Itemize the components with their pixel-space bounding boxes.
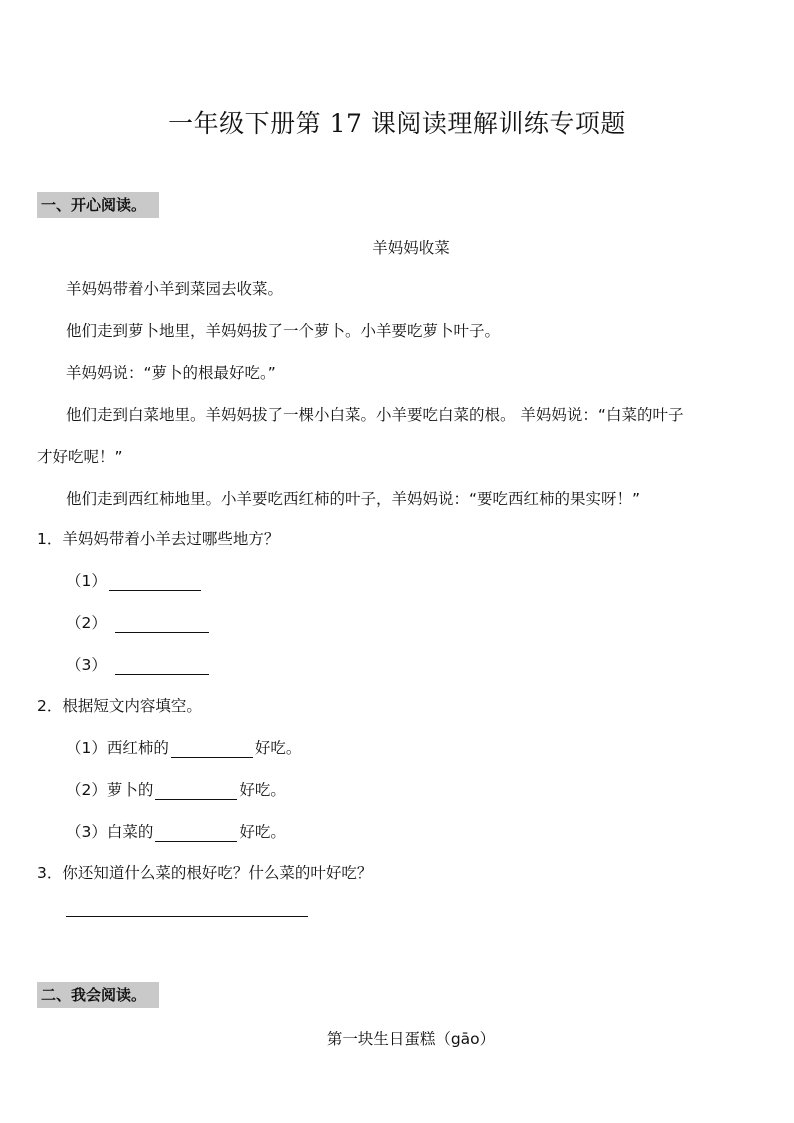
q2-item-3 — [66, 820, 286, 842]
story-1-title: 羊妈妈收菜 — [372, 239, 450, 257]
story-2-title: 第一块生日蛋糕（gāo） — [326, 1030, 496, 1048]
paragraph-4: 他们走到白菜地里。羊妈妈拔了一棵小白菜。小羊要吃白菜的根。 羊妈妈说：“白菜的叶子 — [66, 406, 684, 424]
question-1: 1．羊妈妈带着小羊去过哪些地方？ — [37, 530, 280, 548]
q1-answer-3-blank[interactable] — [115, 658, 209, 675]
q1-answer-1-label: （1） — [66, 572, 107, 590]
q2-item-2-prefix: （2）萝卜的 — [66, 781, 154, 799]
paragraph-1: 羊妈妈带着小羊到菜园去收菜。 — [66, 280, 284, 298]
q2-item-1-suffix: 好吃。 — [254, 739, 302, 757]
paragraph-5: 他们走到西红柿地里。小羊要吃西红柿的叶子，羊妈妈说：“要吃西红柿的果实呀！” — [66, 490, 641, 508]
paragraph-2: 他们走到萝卜地里，羊妈妈拔了一个萝卜。小羊要吃萝卜叶子。 — [66, 322, 501, 340]
q2-item-1-blank[interactable] — [171, 741, 253, 758]
q2-item-1-prefix: （1）西红柿的 — [66, 739, 169, 757]
q2-item-2-blank[interactable] — [155, 783, 237, 800]
q1-answer-2 — [66, 611, 211, 633]
paragraph-4-continued: 才好吃呢！” — [37, 448, 123, 466]
section-2-label: 二、我会阅读。 — [37, 982, 159, 1008]
question-2: 2．根据短文内容填空。 — [37, 697, 202, 715]
q2-item-1 — [66, 736, 301, 758]
page-title: 一年级下册第 17 课阅读理解训练专项题 — [168, 109, 626, 138]
q3-answer-blank[interactable] — [66, 916, 308, 917]
q1-answer-2-label: （2） — [66, 614, 107, 632]
paragraph-3: 羊妈妈说：“萝卜的根最好吃。” — [66, 364, 276, 382]
q2-item-3-blank[interactable] — [155, 825, 237, 842]
q2-item-2-suffix: 好吃。 — [239, 781, 286, 799]
q1-answer-3 — [66, 653, 211, 675]
q2-item-3-suffix: 好吃。 — [239, 823, 286, 841]
q2-item-3-prefix: （3）白菜的 — [66, 823, 154, 841]
q1-answer-1 — [66, 569, 203, 591]
section-1-label: 一、开心阅读。 — [37, 192, 159, 218]
q2-item-2 — [66, 778, 286, 800]
question-3: 3．你还知道什么菜的根好吃？什么菜的叶好吃？ — [37, 864, 373, 882]
q1-answer-3-label: （3） — [66, 656, 107, 674]
q1-answer-1-blank[interactable] — [109, 574, 201, 591]
q1-answer-2-blank[interactable] — [115, 616, 209, 633]
